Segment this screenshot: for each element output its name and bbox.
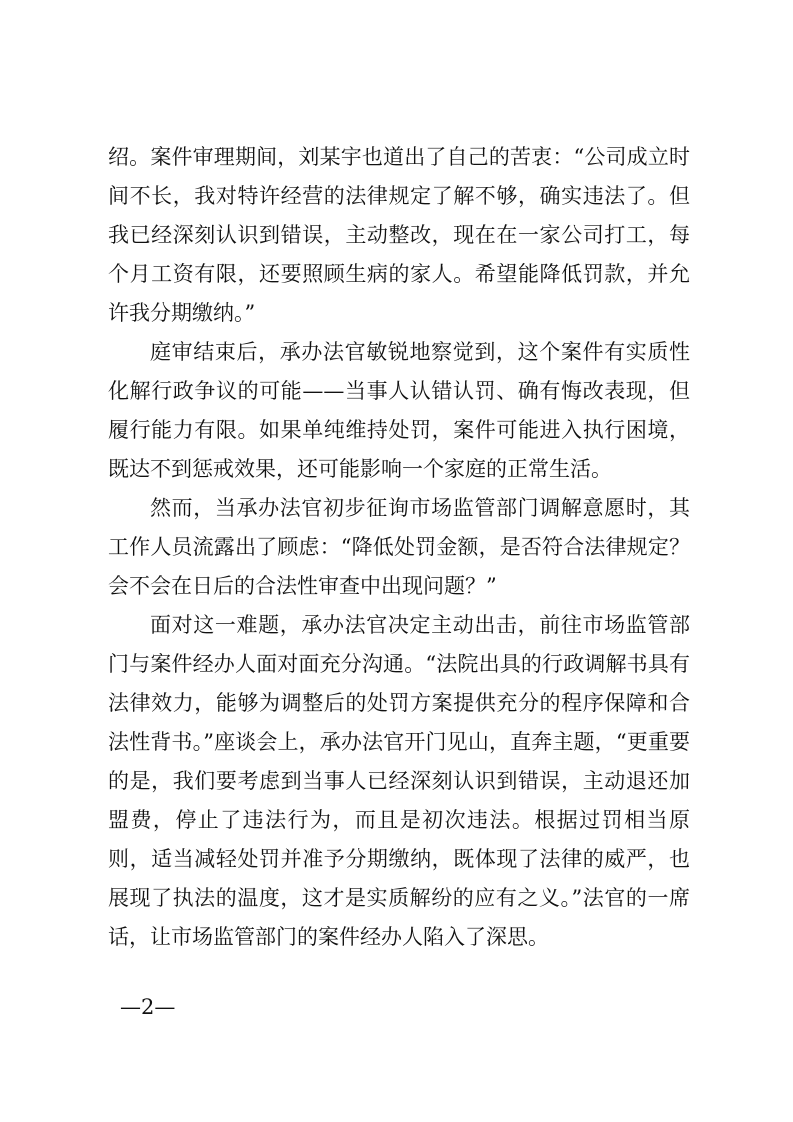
paragraph-4: 面对这一难题，承办法官决定主动出击，前往市场监管部门与案件经办人面对面充分沟通。“法院出具的行政调解书具有法律效力，能够为调整后的处罚方案提供充分的程序保障和合法性背书。”座谈会上，承办法官开门见山，直奔主题，“更重要的是，我们要考虑到当事人已经深刻认识到错误，主动退还加盟费，停止了违法行为，而且是初次违法。根据过罚相当原则，适当减轻处罚并准予分期缴纳，既体现了法律的威严，也展现了执法的温度，这才是实质解纷的应有之义。”法官的一席话，让市场监管部门的案件经办人陷入了深思。 xyxy=(108,613,690,949)
paragraph-1: 绍。案件审理期间，刘某宇也道出了自己的苦衷：“公司成立时间不长，我对特许经营的法律规定了解不够，确实违法了。但我已经深刻认识到错误，主动整改，现在在一家公司打工，每个月工资有限，还要照顾生病的家人。希望能降低罚款，并允许我分期缴纳。” xyxy=(108,145,690,325)
paragraph-3: 然而，当承办法官初步征询市场监管部门调解意愿时，其工作人员流露出了顾虑：“降低处罚金额，是否符合法律规定？会不会在日后的合法性审查中出现问题？” xyxy=(108,496,690,598)
paragraph-2: 庭审结束后，承办法官敏锐地察觉到，这个案件有实质性化解行政争议的可能——当事人认错认罚、确有悔改表现，但履行能力有限。如果单纯维持处罚，案件可能进入执行困境，既达不到惩戒效果，还可能影响一个家庭的正常生活。 xyxy=(108,340,690,481)
document-body xyxy=(108,138,690,957)
page-number: —2— xyxy=(120,995,176,1019)
